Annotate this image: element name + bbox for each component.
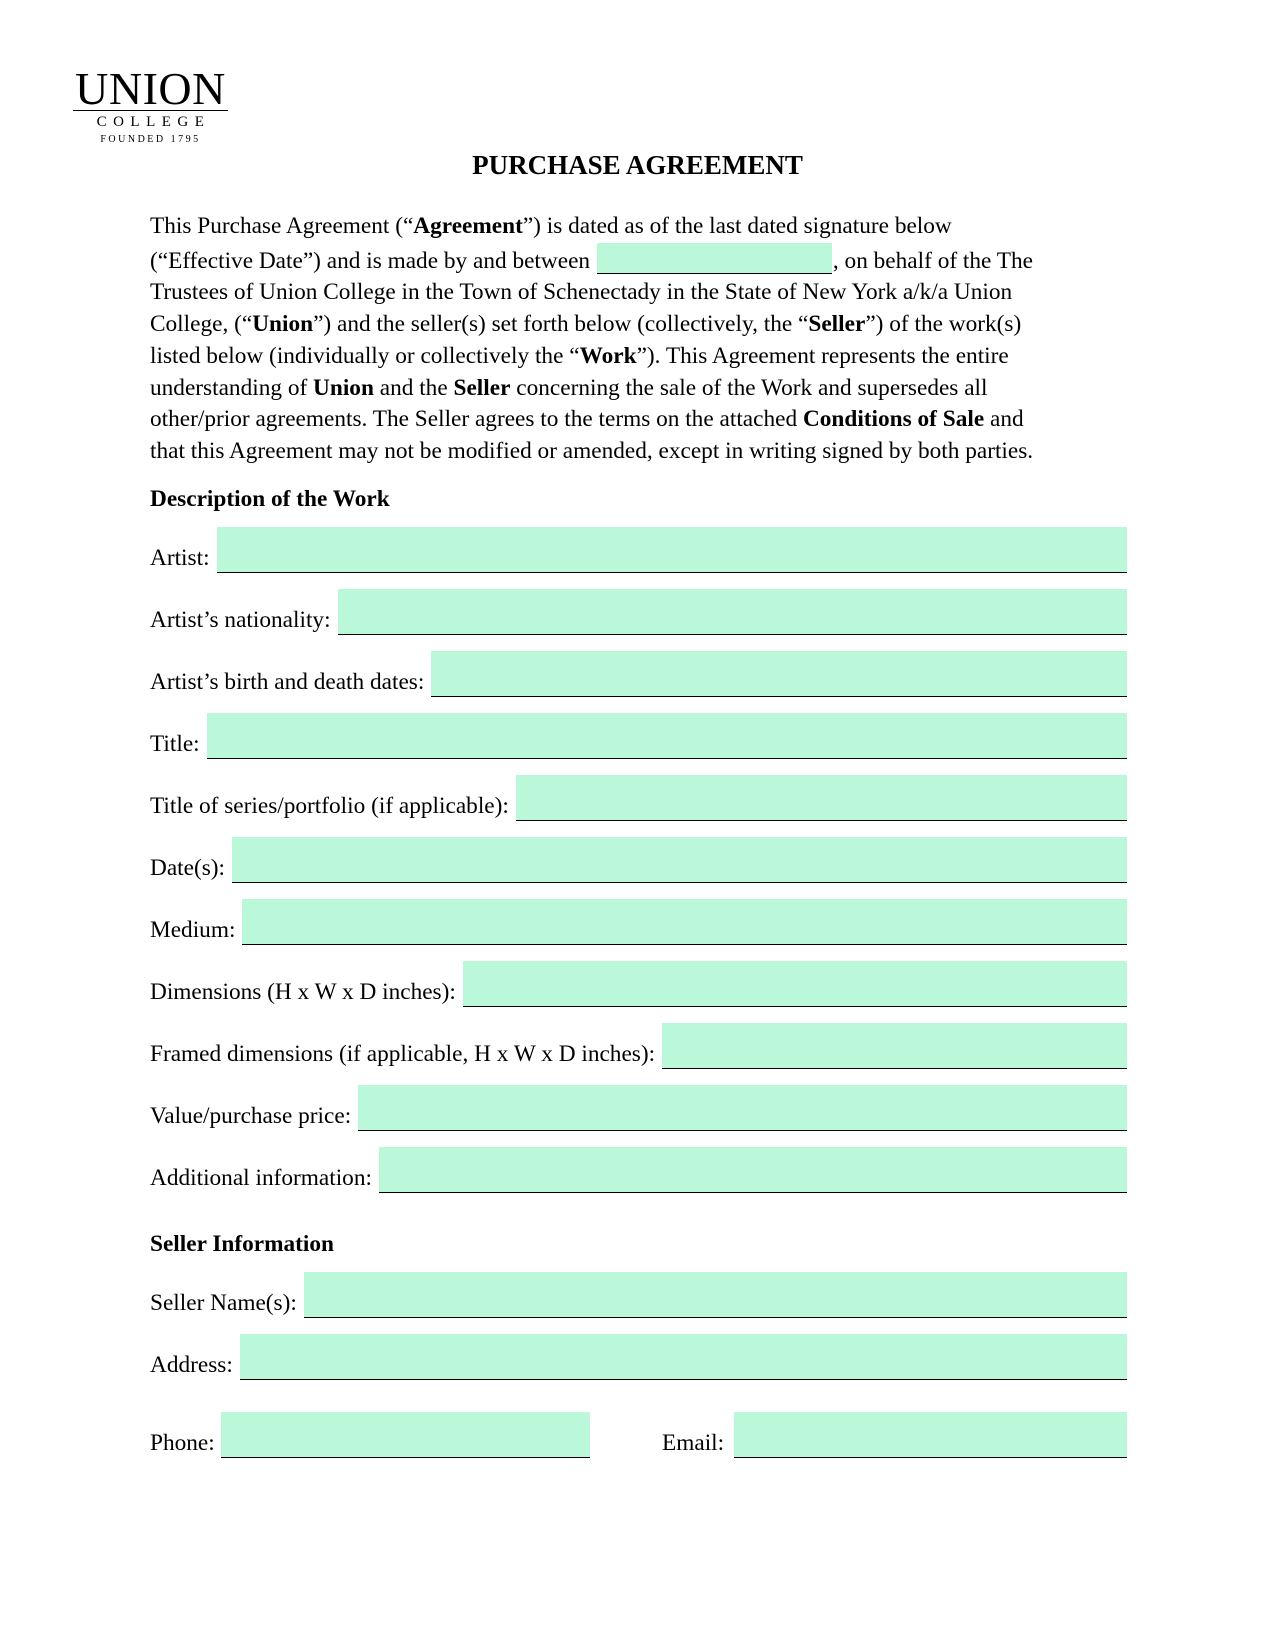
phone-field[interactable]	[221, 1412, 590, 1458]
union-college-logo	[73, 63, 228, 149]
intro-line: (“Effective Date”) and is made by and between , on behalf of the The	[150, 243, 1115, 278]
logo-founded-text: FOUNDED 1795	[100, 134, 201, 145]
intro-line: understanding of Union and the Seller concerning the sale of the Work and supersedes all	[150, 374, 988, 401]
value-row	[150, 1085, 1127, 1131]
medium-label: Medium:	[150, 917, 236, 943]
nationality-label: Artist’s nationality:	[150, 607, 331, 633]
section-heading-work: Description of the Work	[150, 486, 390, 512]
framed-dimensions-field[interactable]	[662, 1023, 1127, 1069]
union-representative-field[interactable]	[597, 243, 832, 274]
artist-row	[150, 527, 1127, 573]
birth-death-field[interactable]	[431, 651, 1127, 697]
phone-label: Phone:	[150, 1430, 215, 1456]
value-label: Value/purchase price:	[150, 1103, 352, 1129]
intro-line: other/prior agreements. The Seller agrees to the terms on the attached Conditions of Sale and	[150, 406, 1024, 433]
intro-paragraph	[150, 211, 1115, 468]
title-label: Title:	[150, 731, 200, 757]
medium-row	[150, 899, 1127, 945]
dimensions-row	[150, 961, 1127, 1007]
intro-line: listed below (individually or collectively the “Work”). This Agreement represents the entire	[150, 342, 1009, 369]
intro-line: Trustees of Union College in the Town of Schenectady in the State of New York a/k/a Union	[150, 279, 1013, 306]
dates-row	[150, 837, 1127, 883]
page-title: PURCHASE AGREEMENT	[472, 150, 803, 180]
series-row	[150, 775, 1127, 821]
artist-label: Artist:	[150, 545, 210, 571]
value-field[interactable]	[358, 1085, 1127, 1131]
dimensions-field[interactable]	[463, 961, 1127, 1007]
framed-dimensions-row	[150, 1023, 1127, 1069]
logo-college-text: COLLEGE	[96, 114, 211, 130]
birth-death-row	[150, 651, 1127, 697]
additional-info-label: Additional information:	[150, 1165, 372, 1191]
email-field[interactable]	[734, 1412, 1127, 1458]
series-label: Title of series/portfolio (if applicable):	[150, 793, 509, 819]
seller-name-field[interactable]	[304, 1272, 1127, 1318]
intro-line: College, (“Union”) and the seller(s) set forth below (collectively, the “Seller”) of the work(s)	[150, 311, 1022, 338]
dates-field[interactable]	[232, 837, 1127, 883]
intro-line: that this Agreement may not be modified or amended, except in writing signed by both parties.	[150, 437, 1034, 464]
birth-death-label: Artist’s birth and death dates:	[150, 669, 425, 695]
nationality-row	[150, 589, 1127, 635]
phone-email-row	[150, 1412, 1127, 1458]
additional-info-field[interactable]	[379, 1147, 1127, 1193]
address-label: Address:	[150, 1352, 233, 1378]
address-field[interactable]	[240, 1334, 1127, 1380]
section-heading-seller: Seller Information	[150, 1231, 334, 1257]
address-row	[150, 1334, 1127, 1380]
logo-union-text: UNION	[75, 63, 226, 114]
email-label: Email:	[662, 1430, 725, 1456]
title-row	[150, 713, 1127, 759]
seller-name-label: Seller Name(s):	[150, 1290, 297, 1316]
intro-line: This Purchase Agreement (“Agreement”) is dated as of the last dated signature below	[150, 213, 952, 239]
framed-dimensions-label: Framed dimensions (if applicable, H x W x D inches):	[150, 1041, 656, 1067]
medium-field[interactable]	[242, 899, 1127, 945]
dates-label: Date(s):	[150, 855, 226, 881]
artist-field[interactable]	[217, 527, 1127, 573]
seller-name-row	[150, 1272, 1127, 1318]
nationality-field[interactable]	[338, 589, 1127, 635]
dimensions-label: Dimensions (H x W x D inches):	[150, 979, 456, 1005]
title-field[interactable]	[207, 713, 1127, 759]
additional-info-row	[150, 1147, 1127, 1193]
series-field[interactable]	[516, 775, 1127, 821]
